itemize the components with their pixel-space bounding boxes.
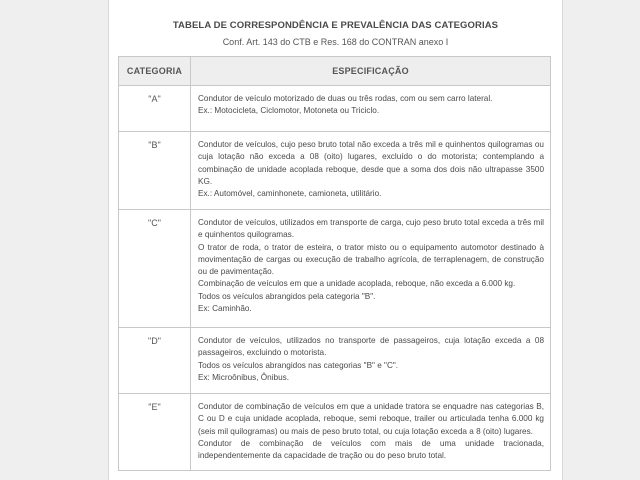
specification-cell: [191, 328, 551, 394]
specification-cell: [191, 132, 551, 210]
specification-cell: [191, 210, 551, 328]
spec-line: Condutor de veículos, utilizados no transporte de passageiros, cuja lotação exceda a 08 passageiros, excluindo o motorista.: [198, 336, 544, 358]
category-cell: "C": [119, 210, 191, 328]
spec-line: Ex: Caminhão.: [198, 304, 252, 314]
spec-line: O trator de roda, o trator de esteira, o trator misto ou o equipamento automotor destinado à movimentação de cargas ou execução de trabalho agrícola, de terraplenagem, de construção ou de pavimentação.: [198, 242, 544, 277]
document-page: [108, 0, 563, 480]
table-row: [119, 210, 551, 328]
spec-line: Condutor de veículo motorizado de duas ou três rodas, com ou sem carro lateral.: [198, 94, 493, 103]
spec-line: Ex.: Motocicleta, Ciclomotor, Motoneta ou Triciclo.: [198, 106, 380, 116]
spec-line: Condutor de veículos, utilizados em transporte de carga, cujo peso bruto total exceda a três mil e quinhentos quilogramas.: [198, 218, 544, 240]
spec-line: Ex: Microônibus, Ônibus.: [198, 372, 290, 382]
specification-cell: [191, 394, 551, 471]
table-row: [119, 394, 551, 471]
specification-cell: [191, 86, 551, 132]
header-categoria: CATEGORIA: [119, 57, 191, 86]
left-background: [0, 0, 108, 480]
spec-line: Combinação de veículos em que a unidade acoplada, reboque, não exceda a 6.000 kg.: [198, 279, 516, 289]
spec-line: Condutor de combinação de veículos em que a unidade tratora se enquadre nas categorias B, C ou D e cuja unidade acoplada, reboque, semi reboque, trailer ou articulada tenha 6.000 kg (seis mil quilogramas) ou mais de peso bruto total, ou cuja lotação exceda a 8 (oito) lugares.: [198, 402, 544, 436]
document-title: TABELA DE CORRESPONDÊNCIA E PREVALÊNCIA DAS CATEGORIAS: [172, 20, 499, 31]
document-subtitle: Conf. Art. 143 do CTB e Res. 168 do CONTRAN anexo I: [222, 37, 449, 47]
category-table: [118, 56, 551, 471]
spec-line: Todos os veículos abrangidos nas categorias "B" e "C".: [198, 360, 399, 370]
page-border-left: [108, 0, 109, 480]
category-cell: "B": [119, 132, 191, 210]
category-cell: "D": [119, 328, 191, 394]
page-border-right: [562, 0, 563, 480]
category-cell: "E": [119, 394, 191, 471]
spec-line: Condutor de veículos, cujo peso bruto total não exceda a três mil e quinhentos quilogramas ou cuja lotação não exceda a 08 (oito) lugares, excluído o do motorista; contemplando a combinação de unidade acoplada reboque, desde que a soma dos dois não ultrapasse 3500 KG.: [198, 140, 544, 186]
spec-line: Condutor de combinação de veículos com mais de uma unidade tracionada, independentemente da capacidade de tração ou do peso bruto total.: [198, 438, 544, 461]
spec-line: Todos os veículos abrangidos pela categoria "B".: [198, 291, 376, 301]
spec-line: Ex.: Automóvel, caminhonete, camioneta, utilitário.: [198, 189, 382, 199]
table-row: [119, 132, 551, 210]
table-row: [119, 328, 551, 394]
table-row: [119, 86, 551, 132]
right-background: [563, 0, 640, 480]
category-cell: "A": [119, 86, 191, 132]
header-especificacao: ESPECIFICAÇÃO: [191, 57, 551, 86]
table-header-row: [119, 57, 551, 86]
